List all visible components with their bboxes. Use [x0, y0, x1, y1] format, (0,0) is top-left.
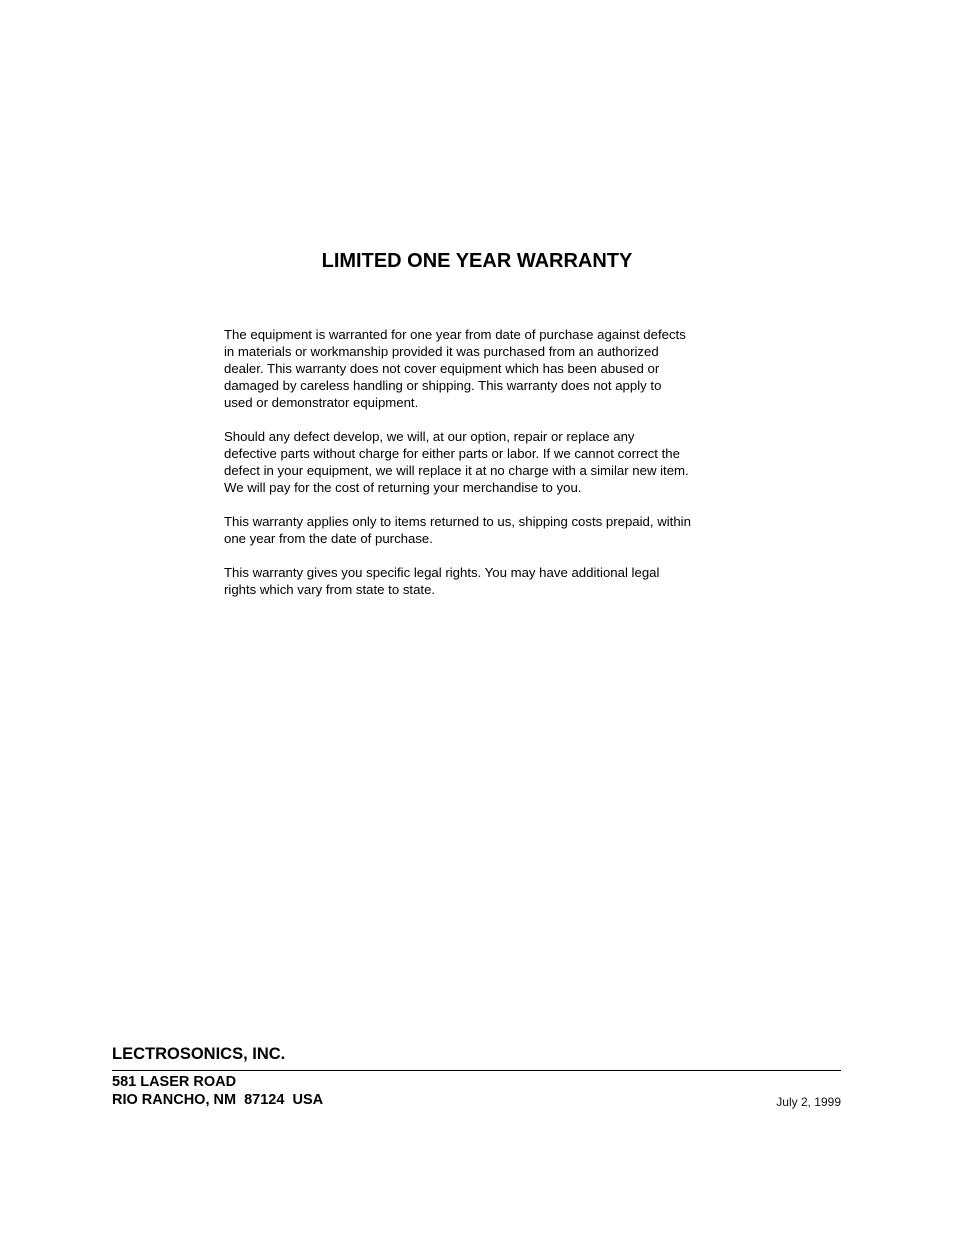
warranty-body — [224, 326, 744, 615]
footer-divider — [112, 1070, 841, 1071]
company-address — [112, 1073, 323, 1109]
warranty-paragraph-legal-rights: This warranty gives you specific legal rights. You may have additional legal rights which vary from state to state. — [224, 565, 660, 597]
warranty-paragraph-repair: Should any defect develop, we will, at our option, repair or replace any defective parts without charge for either parts or labor. If we cannot correct the defect in your equipment, we will replace it at no charge with a similar new item. We will pay for the cost of returning your merchandise to you. — [224, 429, 689, 495]
warranty-paragraph-coverage: The equipment is warranted for one year from date of purchase against defects in materials or workmanship provided it was purchased from an authorized dealer. This warranty does not cover equipment which has been abused or damaged by careless handling or shipping. This warranty does not apply to used or demonstrator equipment. — [224, 327, 686, 410]
warranty-paragraph-returns: This warranty applies only to items returned to us, shipping costs prepaid, within one year from the date of purchase. — [224, 514, 691, 546]
document-date: July 2, 1999 — [776, 1095, 841, 1109]
address-city: RIO RANCHO, NM 87124 USA — [112, 1092, 324, 1108]
company-name: LECTROSONICS, INC. — [112, 1045, 286, 1063]
address-street: 581 LASER ROAD — [112, 1074, 237, 1090]
page-title: LIMITED ONE YEAR WARRANTY — [321, 250, 633, 272]
